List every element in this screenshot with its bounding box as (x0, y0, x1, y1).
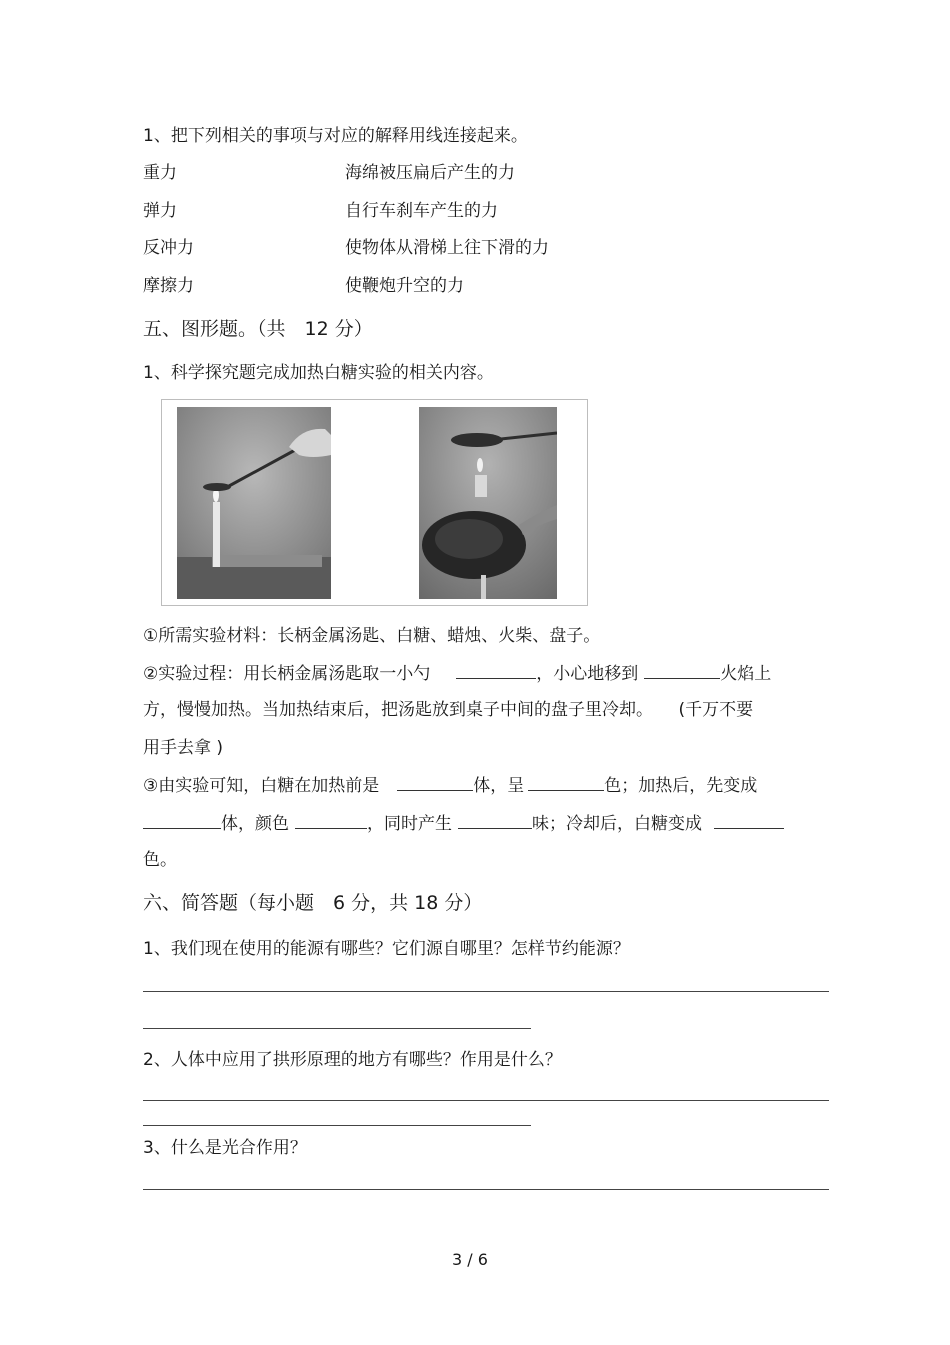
answer-line[interactable] (143, 1028, 531, 1029)
match-right-item: 自行车刹车产生的力 (345, 201, 498, 221)
answer-blank[interactable] (714, 812, 784, 829)
section-heading-figures: 五、图形题。（共 12 分） (143, 318, 373, 340)
match-right-item: 使物体从滑梯上往下滑的力 (345, 238, 549, 258)
photo-spoon-over-candle (177, 407, 331, 599)
match-left-item: 摩擦力 (143, 276, 194, 296)
answer-line[interactable] (143, 991, 829, 992)
answer-blank[interactable] (644, 662, 720, 679)
procedure-line-2: 方，慢慢加热。当加热结束后，把汤匙放到桌子中间的盘子里冷却。 (千万不要 (143, 700, 754, 720)
conclusion-line-3: 色。 (143, 850, 177, 870)
answer-blank[interactable] (458, 812, 532, 829)
photo-melted-sugar-spoon (419, 407, 557, 599)
conclusion-text: ，同时产生 (367, 814, 452, 834)
page-number: 3 / 6 (452, 1250, 488, 1269)
short-answer-question-2: 2、人体中应用了拱形原理的地方有哪些？作用是什么？ (143, 1050, 562, 1070)
answer-line[interactable] (143, 1125, 531, 1126)
experiment-photos (161, 399, 588, 606)
answer-blank[interactable] (143, 812, 221, 829)
short-answer-question-1: 1、我们现在使用的能源有哪些？它们源自哪里？怎样节约能源？ (143, 939, 630, 959)
answer-blank[interactable] (397, 774, 473, 791)
experiment-question-title: 1、科学探究题完成加热白糖实验的相关内容。 (143, 363, 494, 383)
matching-question-title: 1、把下列相关的事项与对应的解释用线连接起来。 (143, 126, 528, 146)
answer-line[interactable] (143, 1189, 829, 1190)
conclusion-text: 味；冷却后，白糖变成 (532, 814, 702, 834)
answer-blank[interactable] (295, 812, 367, 829)
match-left-item: 重力 (143, 163, 177, 183)
procedure-line-3: 用手去拿 ) (143, 738, 224, 758)
conclusion-text: 体，呈 (473, 776, 525, 796)
conclusion-line-1 (143, 774, 757, 797)
answer-blank[interactable] (528, 774, 604, 791)
materials-line: ①所需实验材料：长柄金属汤匙、白糖、蜡烛、火柴、盘子。 (143, 626, 601, 646)
conclusion-text: 色；加热后，先变成 (604, 776, 758, 796)
procedure-text: ，小心地移到 (536, 664, 639, 684)
conclusion-text: ③由实验可知，白糖在加热前是 (143, 776, 380, 796)
match-right-item: 使鞭炮升空的力 (345, 276, 464, 296)
answer-line[interactable] (143, 1100, 829, 1101)
procedure-line-1 (143, 662, 771, 685)
answer-blank[interactable] (456, 662, 536, 679)
conclusion-line-2 (143, 812, 784, 835)
procedure-text: 火焰上 (720, 664, 772, 684)
match-left-item: 弹力 (143, 201, 177, 221)
short-answer-question-3: 3、什么是光合作用？ (143, 1138, 307, 1158)
conclusion-text: 体，颜色 (221, 814, 289, 834)
match-left-item: 反冲力 (143, 238, 194, 258)
match-right-item: 海绵被压扁后产生的力 (345, 163, 515, 183)
section-heading-short-answer: 六、简答题（每小题 6 分，共 18 分） (143, 892, 483, 914)
procedure-text: ②实验过程：用长柄金属汤匙取一小勺 (143, 664, 431, 684)
